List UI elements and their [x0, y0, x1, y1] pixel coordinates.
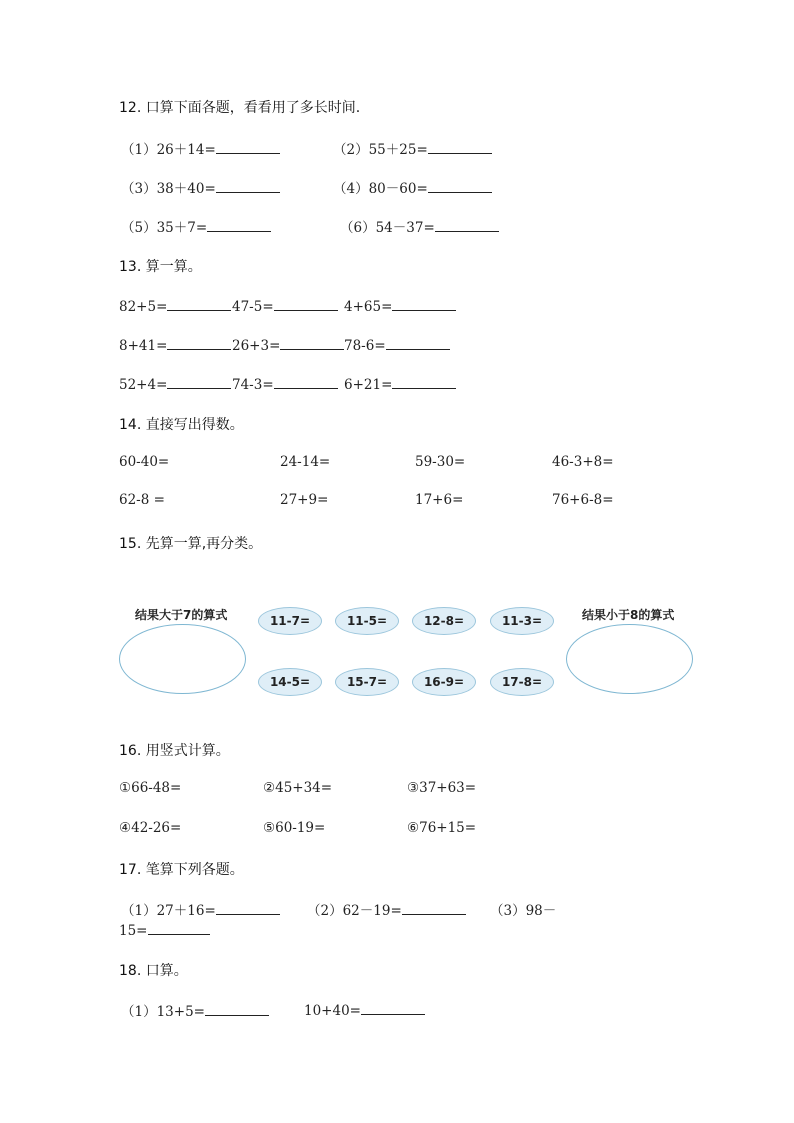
q13-title: 13. 算一算。: [119, 259, 202, 275]
answer-blank[interactable]: [428, 178, 492, 193]
answer-blank[interactable]: [207, 217, 271, 232]
q17-title: 17. 笔算下列各题。: [119, 862, 244, 878]
q14-item-7: 17+6=: [415, 492, 464, 508]
q18-item-1: （1）13+5=: [121, 1000, 269, 1020]
q15-title: 15. 先算一算,再分类。: [119, 536, 263, 552]
q12-item-3: （3）38＋40=: [121, 177, 280, 197]
q16-item-2: ②45+34=: [263, 780, 333, 796]
q14-item-8: 76+6-8=: [552, 492, 614, 508]
q16-item-6: ⑥76+15=: [407, 820, 477, 836]
q14-item-3: 59-30=: [415, 454, 466, 470]
q16-item-3: ③37+63=: [407, 780, 477, 796]
q13-item-3: 4+65=: [344, 296, 456, 315]
q14-item-1: 60-40=: [119, 454, 170, 470]
q17-item-1: （1）27＋16=: [121, 899, 280, 919]
answer-blank[interactable]: [148, 920, 210, 935]
answer-blank[interactable]: [274, 296, 338, 311]
answer-blank[interactable]: [392, 374, 456, 389]
q12-title: 12. 口算下面各题，看看用了多长时间.: [119, 100, 361, 116]
q12-item-2: （2）55＋25=: [333, 138, 492, 158]
q12-item-6: （6）54－37=: [340, 216, 499, 236]
q14-item-4: 46-3+8=: [552, 454, 614, 470]
q13-item-2: 47-5=: [232, 296, 338, 315]
q13-item-5: 26+3=: [232, 335, 344, 354]
left-oval-label: 结果大于7的算式: [135, 608, 228, 622]
q12-item-4: （4）80－60=: [333, 177, 492, 197]
q12-item-5: （5）35＋7=: [121, 216, 271, 236]
answer-blank[interactable]: [167, 335, 231, 350]
answer-blank[interactable]: [205, 1001, 269, 1016]
q12-item-1: （1）26＋14=: [121, 138, 280, 158]
q16-title: 16. 用竖式计算。: [119, 743, 230, 759]
expression-pill[interactable]: 15-7=: [335, 668, 399, 696]
q13-item-6: 78-6=: [344, 335, 450, 354]
answer-blank[interactable]: [402, 900, 466, 915]
q17-item-3: （3）98－: [490, 903, 557, 919]
answer-blank[interactable]: [216, 178, 280, 193]
q13-item-7: 52+4=: [119, 374, 231, 393]
answer-blank[interactable]: [167, 374, 231, 389]
expression-pill[interactable]: 11-3=: [490, 607, 554, 635]
q18-title: 18. 口算。: [119, 963, 188, 979]
q16-item-5: ⑤60-19=: [263, 820, 326, 836]
q13-item-1: 82+5=: [119, 296, 231, 315]
answer-blank[interactable]: [361, 1000, 425, 1015]
q14-title: 14. 直接写出得数。: [119, 417, 244, 433]
q18-item-2: 10+40=: [304, 1000, 425, 1019]
q14-item-5: 62-8 =: [119, 492, 165, 508]
expression-pill[interactable]: 14-5=: [258, 668, 322, 696]
answer-blank[interactable]: [216, 139, 280, 154]
q17-item-2: （2）62－19=: [307, 899, 466, 919]
answer-blank[interactable]: [386, 335, 450, 350]
answer-blank[interactable]: [392, 296, 456, 311]
q14-item-6: 27+9=: [280, 492, 329, 508]
expression-pill[interactable]: 11-5=: [335, 607, 399, 635]
answer-blank[interactable]: [167, 296, 231, 311]
left-classify-oval[interactable]: [119, 624, 246, 694]
answer-blank[interactable]: [435, 217, 499, 232]
q16-item-1: ①66-48=: [119, 780, 182, 796]
answer-blank[interactable]: [274, 374, 338, 389]
expression-pill[interactable]: 16-9=: [412, 668, 476, 696]
q13-item-9: 6+21=: [344, 374, 456, 393]
answer-blank[interactable]: [216, 900, 280, 915]
q17-item-3-cont: 15=: [119, 920, 210, 939]
q16-item-4: ④42-26=: [119, 820, 182, 836]
answer-blank[interactable]: [428, 139, 492, 154]
answer-blank[interactable]: [280, 335, 344, 350]
right-classify-oval[interactable]: [566, 624, 693, 694]
q13-item-8: 74-3=: [232, 374, 338, 393]
q13-item-4: 8+41=: [119, 335, 231, 354]
q14-item-2: 24-14=: [280, 454, 331, 470]
right-oval-label: 结果小于8的算式: [582, 608, 675, 622]
expression-pill[interactable]: 12-8=: [412, 607, 476, 635]
expression-pill[interactable]: 17-8=: [490, 668, 554, 696]
expression-pill[interactable]: 11-7=: [258, 607, 322, 635]
